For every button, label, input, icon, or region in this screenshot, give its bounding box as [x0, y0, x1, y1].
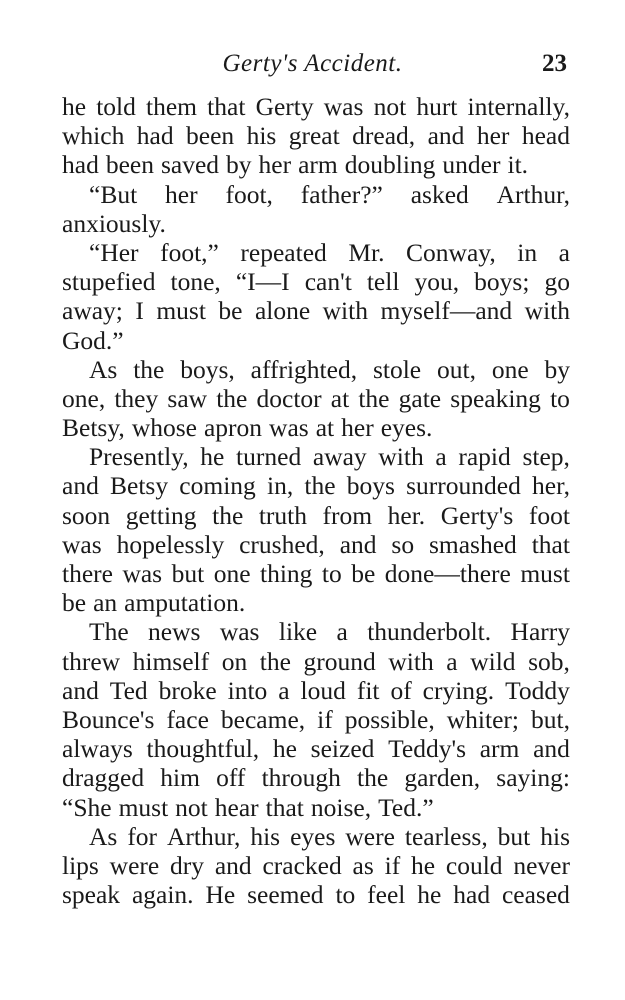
text-line: and Betsy coming in, the boys surrounded her,	[62, 471, 570, 501]
text-line: God.”	[62, 325, 124, 355]
text-line: there was but one thing to be done—there must	[62, 559, 570, 588]
text-line: anxiously.	[62, 208, 166, 238]
text-line: stupefied tone, “I—I can't tell you, boys; go	[62, 267, 570, 297]
page-number: 23	[542, 50, 567, 77]
text-line: one, they saw the doctor at the gate speaking to	[62, 383, 570, 413]
text-line: away; I must be alone with myself—and with	[62, 296, 570, 326]
text-line: was hopelessly crushed, and so smashed that	[62, 529, 570, 559]
text-line: lips were dry and cracked as if he could never	[62, 850, 570, 880]
text-line: always thoughtful, he seized Teddy's arm and	[62, 734, 570, 764]
text-line: “Her foot,” repeated Mr. Conway, in a	[89, 237, 570, 267]
text-line: “She must not hear that noise, Ted.”	[62, 792, 434, 822]
text-line: had been saved by her arm doubling under it.	[62, 150, 529, 180]
text-line: As the boys, affrighted, stole out, one by	[89, 354, 570, 384]
text-line: soon getting the truth from her. Gerty's foot	[62, 500, 570, 530]
text-line: which had been his great dread, and her head	[62, 121, 570, 151]
text-line: threw himself on the ground with a wild sob,	[62, 646, 570, 676]
text-line: be an amputation.	[62, 588, 246, 618]
text-line: The news was like a thunderbolt. Harry	[89, 617, 570, 647]
text-line: dragged him off through the garden, saying:	[62, 763, 570, 793]
text-line: “But her foot, father?” asked Arthur,	[89, 179, 570, 209]
text-line: Presently, he turned away with a rapid step,	[89, 442, 570, 472]
text-line: he told them that Gerty was not hurt internally,	[62, 92, 570, 121]
body-text	[62, 92, 570, 909]
running-title: Gerty's Accident.	[222, 50, 403, 77]
text-line: Betsy, whose apron was at her eyes.	[62, 413, 433, 443]
text-line: and Ted broke into a loud fit of crying. Toddy	[62, 675, 570, 705]
text-line: speak again. He seemed to feel he had ceased	[62, 880, 570, 910]
text-line: As for Arthur, his eyes were tearless, but his	[89, 821, 570, 851]
text-line: Bounce's face became, if possible, whiter; but,	[62, 704, 570, 734]
